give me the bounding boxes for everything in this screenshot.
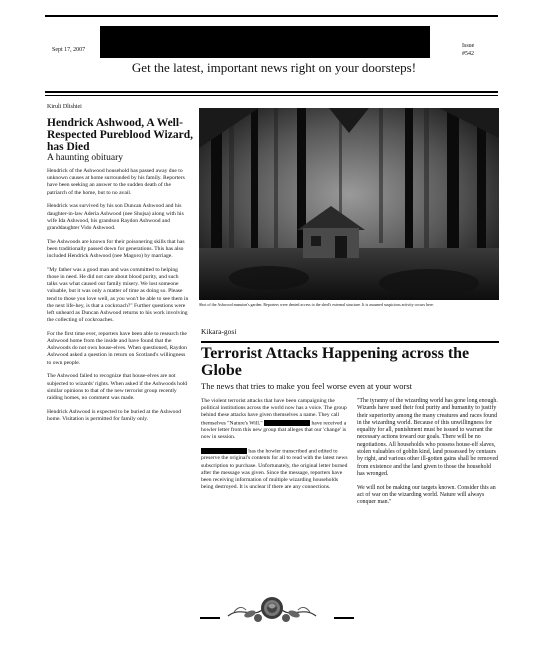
main-article-subhead: The news that tries to make you feel worse even at your worst xyxy=(201,381,413,391)
main-paragraph-1 xyxy=(201,398,349,442)
left-paragraph: Hendrick of the Ashwood household has passed away due to unknown causes at home surrounded by his family. Reporters have been seeking an answer to the sudden death of the patriarch of the home, but to no avail. xyxy=(47,168,185,196)
masthead-rule-thin xyxy=(45,95,498,96)
footer-rule-right xyxy=(334,617,354,619)
left-paragraph: The Ashwood failed to recognize that house-elves are not subjected to wizards' rights. When asked if the Ashwoods hold similar opinions to that of the new terrorist group recently raiding homes, no comment was made. xyxy=(47,373,188,401)
forest-shed-image xyxy=(199,108,499,300)
main-paragraph-1-text: The violent terrorist attacks that have been campaigning the political institutions across the world now has a voice. The group behind these attacks have given themselves a name. They call themselves "Nature's Will." xyxy=(201,398,347,426)
masthead-banner xyxy=(100,26,430,58)
main-paragraph-1-continued: have received a howler letter from this new group that alleges that our 'change' is now in session. xyxy=(201,419,347,441)
main-article-body xyxy=(201,398,349,498)
quote-paragraph: "The tyranny of the wizarding world has gone long enough. Wizards have used their foul purity and humanity to justify their superiority among the many creatures and races found in the wizarding world. Because of this unwillingness for equality for all, punishment must be issued to warrant the necessary actions toward our goals. There will be no negotiations. All households who possess house-elf slaves, stolen valuables of goblin kind, land possessed by centaurs by right, and various other ill-gotten gains shall be removed from existence and the land given to those the household has wronged. xyxy=(357,398,499,477)
left-paragraph: The Ashwoods are known for their poisonering skills that has been traditionally passed down for generations. This has also included Hendrick Ashwood (nee Magoro) by marriage. xyxy=(47,238,185,260)
main-article-headline: Terrorist Attacks Happening across the Globe xyxy=(201,345,470,379)
issue-number xyxy=(462,42,474,58)
top-rule xyxy=(45,15,498,17)
left-paragraph: "My father was a good man and was committed to helping those in need. He did not care about blood purity, and such talks was what caused our family misery. We lost someone valuable, but it was only a matter of time as doing so. Please tend to those you love well, as you won't be able to see them in the next life-hey, is that a cockroach?" Further questions were left unheard as Duncan Ashwood returns to his work involving the collecting of cockroaches. xyxy=(47,266,189,324)
issue-code: #542 xyxy=(462,51,474,57)
left-article-headline: Hendrick Ashwood, A Well-Respected Pureblood Wizard, has Died xyxy=(47,117,193,153)
left-paragraph: Hendrick Ashwood is expected to be buried at the Ashwood home. Visitation is permitted for family only. xyxy=(47,408,182,422)
left-article-body xyxy=(47,168,190,430)
masthead-rule-thick xyxy=(45,91,498,93)
howler-quote xyxy=(357,398,499,513)
main-article-byline: Kikara-gosi xyxy=(201,327,237,336)
issue-label: Issue xyxy=(462,43,475,49)
rose-flourish-icon xyxy=(224,588,320,628)
quote-paragraph: We will not be making our targets known. Consider this an act of war on the wizarding world. Nature will always conquer man." xyxy=(357,484,496,506)
main-paragraph-2-text: has the howler transcribed and edited to preserve the original's contents for all to read with the latest news subscription to purchase. Unfortunately, the original letter burned after the message was given. Since the message, reporters have been receiving information of multiple wizarding households being destroyed. It is unclear if there are any connections. xyxy=(201,448,348,491)
photo-caption: Shot of the Ashwood mansion's garden. Reporters were denied access to the shed's external structure. It is assumed suspicious activity occurs here. xyxy=(199,302,434,307)
main-paragraph-2 xyxy=(201,448,349,492)
left-paragraph: Hendrick was survived by his son Duncan Ashwood and his daughter-in-law Aderia Ashwood (nee Shujsa) along with his wife Ida Ashwood, his grandson Raydon Ashwood and granddaughter Vido Ashwood. xyxy=(47,203,184,231)
issue-date: Sept 17, 2007 xyxy=(52,47,86,53)
footer-rule-left xyxy=(200,617,220,619)
redaction-bar xyxy=(201,448,247,454)
left-paragraph: For the first time ever, reporters have been able to research the Ashwood home from the inside and have found that the Ashwoods do not own house-elves. When questioned, Raydon Ashwood asked a question in return on Scotland's willingness to own people. xyxy=(47,330,187,366)
garden-shed-photo xyxy=(199,108,499,300)
redaction-bar xyxy=(264,420,310,426)
left-article-byline: Kiruli Dlishiei xyxy=(47,104,82,110)
main-article-rule xyxy=(201,341,499,343)
masthead-tagline: Get the latest, important news right on your doorsteps! xyxy=(131,60,417,75)
left-article-subhead: A haunting obituary xyxy=(47,153,123,163)
